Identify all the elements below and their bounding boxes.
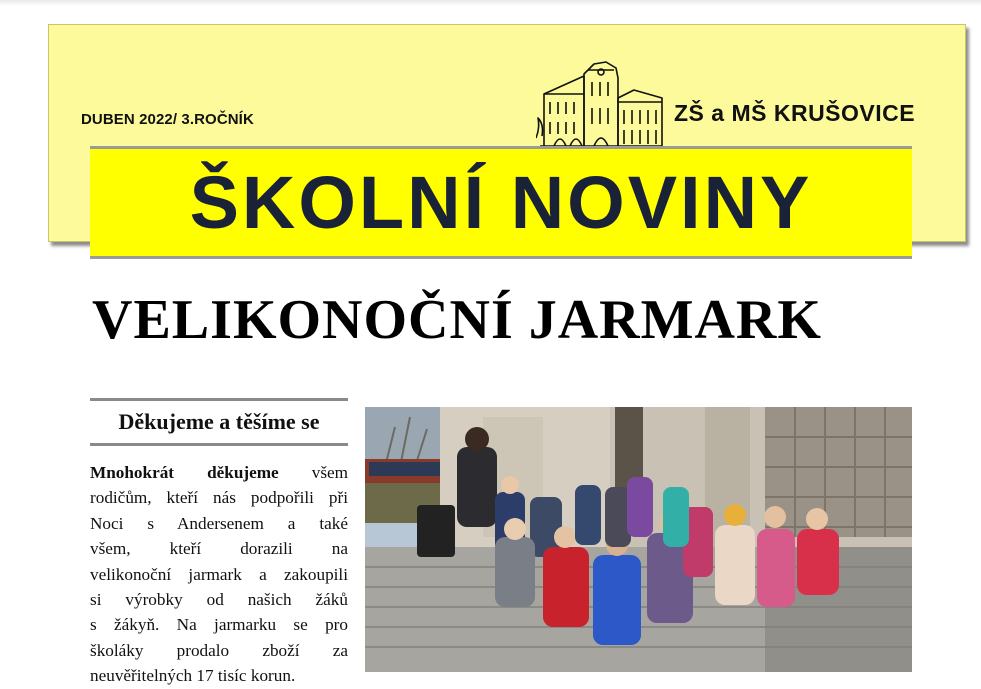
article-body xyxy=(90,460,348,689)
article-line: rodičům, kteří nás podpořili při xyxy=(90,488,348,508)
masthead-title-bar xyxy=(90,146,912,259)
article-line: školáky prodalo zboží za xyxy=(90,640,348,660)
school-name: ZŠ a MŠ KRUŠOVICE xyxy=(674,100,916,126)
article-headline: VELIKONOČNÍ JARMARK xyxy=(92,289,822,351)
children-singing-photo xyxy=(365,407,912,672)
article-line xyxy=(90,460,348,485)
article-bold-text: Mnohokrát děkujeme xyxy=(90,463,279,482)
article-line: s žákyň. Na jarmarku se pro xyxy=(90,615,348,635)
section-heading-text: Děkujeme a těšíme se xyxy=(118,409,320,434)
article-line: neuvěřitelných 17 tisíc korun. xyxy=(90,666,296,686)
article-line: si výrobky od našich žáků xyxy=(90,589,348,609)
article-line: všem, kteří dorazili na xyxy=(90,539,348,559)
top-strip xyxy=(0,0,981,6)
article-line: velikonoční jarmark a zakoupili xyxy=(90,564,348,584)
section-heading xyxy=(90,398,348,446)
article-line: Noci s Andersenem a také xyxy=(90,513,348,533)
school-building-icon xyxy=(536,58,666,150)
issue-date: DUBEN 2022/ 3.ROČNÍK xyxy=(81,111,254,128)
article-text: všem xyxy=(278,463,349,482)
masthead-title: ŠKOLNÍ NOVINY xyxy=(189,161,813,244)
